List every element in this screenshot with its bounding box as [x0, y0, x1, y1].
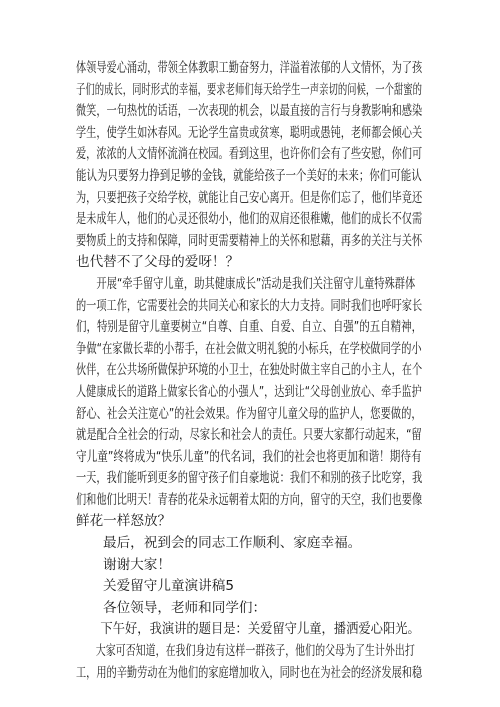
text-line: 争做“在家做长辈的小帮手，在社会做文明礼貌的小标兵，在学校做同学的小	[76, 340, 422, 357]
text-line: 开展“牵手留守儿童，助其健康成长”活动是我们关注留守儿童特殊群体	[96, 275, 416, 292]
text-line: 学生，使学生如沐春风。无论学生富贵或贫寒，聪明或愚钝，老师都会倾心关	[76, 124, 423, 141]
text-line: 下午好，我演讲的题目是：关爱留守儿童，播洒爱心阳光。	[100, 621, 420, 638]
text-line: 的一项工作，它需要社会的共同关心和家长的大力支持。同时我们也呼吁家长	[76, 297, 423, 314]
text-line: 一天，我们能听到更多的留守孩子们自豪地说：我们不和别的孩子比吃穿，我	[76, 470, 423, 487]
text-line: 们，特别是留守儿童要树立“自尊、自重、自爱、自立、自强”的五自精神，	[76, 319, 423, 336]
text-line: 也代替不了父母的爱呀！？	[76, 254, 240, 271]
text-line: 鲜花一样怒放？	[76, 513, 172, 530]
text-line: 工，用的辛勤劳动在为他们的家庭增加收入，同时也在为社会的经济发展和稳	[76, 664, 423, 681]
text-line: 子们的成长，同时形式的幸福，要求老师们每天给学生一声亲切的问候，一个甜蜜的	[76, 81, 422, 98]
text-line: 体领导爱心涌动，带领全体教职工勤奋努力，洋溢着浓郁的人文情怀，为了孩	[76, 60, 423, 76]
text-line: 能认为只要努力挣到足够的金钱，就能给孩子一个美好的未来；你们可能认	[76, 167, 422, 184]
text-line: 爱，浓浓的人文情怀流淌在校园。看到这里，也许你们会有了些安慰，你们可	[76, 146, 423, 163]
text-line: 人健康成长的道路上做家长省心的小强人”，达到让“父母创业放心、牵手监护	[76, 383, 422, 400]
text-line: 守儿童”终将成为“快乐儿童”的代名词，我们的社会也将更加和谐！期待有	[76, 448, 422, 465]
text-line: 就是配合全社会的行动，尽家长和社会人的责任。只要大家都行动起来，“留	[76, 427, 422, 444]
text-line: 伙伴，在公共场所做保护环境的小卫士，在独处时做主宰自己的小主人，在个	[76, 362, 423, 379]
text-line: 要物质上的支持和保障，同时更需要精神上的关怀和慰藉，再多的关注与关怀	[76, 232, 423, 249]
text-line: 最后，祝到会的同志工作顺利、家庭幸福。	[103, 535, 362, 552]
text-line: 关爱留守儿童演讲稿5	[103, 578, 234, 595]
text-line: 微笑，一句热忱的话语，一次表现的机会，以最直接的言行与身教影响和感染	[76, 103, 423, 120]
text-line: 大家可否知道，在我们身边有这样一群孩子，他们的父母为了生计外出打	[95, 643, 415, 660]
text-line: 舒心、社会关注宽心”的社会效果。作为留守儿童父母的监护人，您要做的，	[76, 405, 422, 422]
text-line: 们和他们比明天！青春的花朵永远朝着太阳的方向，留守的天空，我们也要像	[76, 491, 423, 508]
text-line: 谢谢大家！	[103, 556, 171, 573]
text-line: 是未成年人，他们的心灵还很幼小，他们的双肩还很稚嫩，他们的成长不仅需	[76, 211, 423, 228]
text-line: 各位领导，老师和同学们：	[103, 599, 267, 616]
document-body	[76, 58, 422, 684]
text-line: 为，只要把孩子交给学校，就能让自己安心离开。但是你们忘了，他们毕竟还	[76, 189, 423, 206]
